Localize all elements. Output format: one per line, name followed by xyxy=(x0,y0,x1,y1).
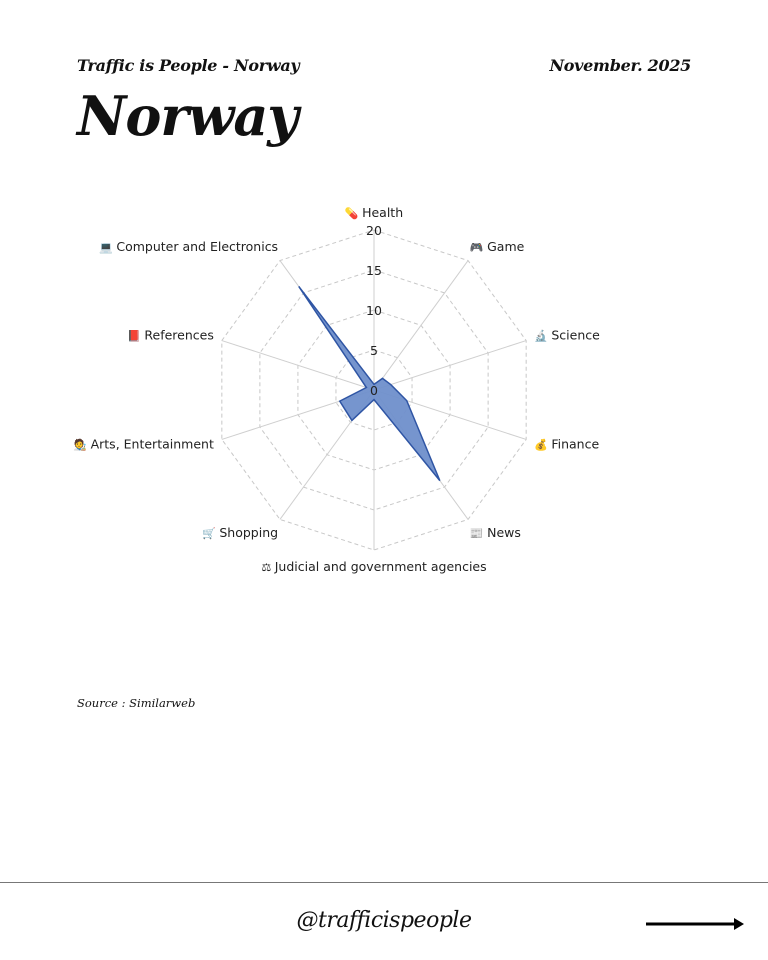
spoke xyxy=(374,261,468,390)
category-label-news: 📰 News xyxy=(469,525,521,541)
category-label-finance: 💰 Finance xyxy=(534,436,600,452)
category-label-computer-and-electronics: 💻 Computer and Electronics xyxy=(99,238,279,254)
microscope-icon: 🔬 xyxy=(534,329,552,343)
tick-label: 0 xyxy=(370,383,378,398)
arrow-right-icon[interactable] xyxy=(646,916,746,932)
laptop-icon: 💻 xyxy=(99,240,117,254)
book-icon: 📕 xyxy=(127,329,145,343)
money-bag-icon: 💰 xyxy=(534,438,552,452)
category-label-shopping: 🛒 Shopping xyxy=(202,525,279,541)
spoke xyxy=(374,341,526,390)
tick-label: 20 xyxy=(366,223,382,238)
artist-icon: 🧑‍🎨 xyxy=(73,438,91,452)
category-label-references: 📕 References xyxy=(127,327,214,343)
tick-label: 5 xyxy=(370,343,378,358)
report-date: November. 2025 xyxy=(549,56,691,75)
social-handle: @trafficispeople xyxy=(296,908,472,933)
footer-divider xyxy=(0,882,768,883)
category-label-game: 🎮 Game xyxy=(469,238,525,254)
category-label-arts-entertainment: 🧑‍🎨 Arts, Entertainment xyxy=(73,436,214,452)
category-label-science: 🔬 Science xyxy=(534,327,600,343)
pill-icon: 💊 xyxy=(344,207,363,221)
category-label-health: 💊 Health xyxy=(344,205,404,221)
gamepad-icon: 🎮 xyxy=(469,240,488,254)
category-label-judicial-and-government-agencies: ⚖ Judicial and government agencies xyxy=(261,558,487,574)
source-note: Source : Similarweb xyxy=(77,696,196,710)
scales-icon: ⚖ xyxy=(261,560,275,574)
tick-label: 10 xyxy=(366,303,382,318)
radar-chart xyxy=(0,190,768,600)
category-labels xyxy=(73,205,600,574)
tick-label: 15 xyxy=(366,263,382,278)
cart-icon: 🛒 xyxy=(202,527,220,541)
newspaper-icon: 📰 xyxy=(469,527,488,541)
page-title: Norway xyxy=(77,84,298,148)
series-title: Traffic is People - Norway xyxy=(77,56,300,75)
